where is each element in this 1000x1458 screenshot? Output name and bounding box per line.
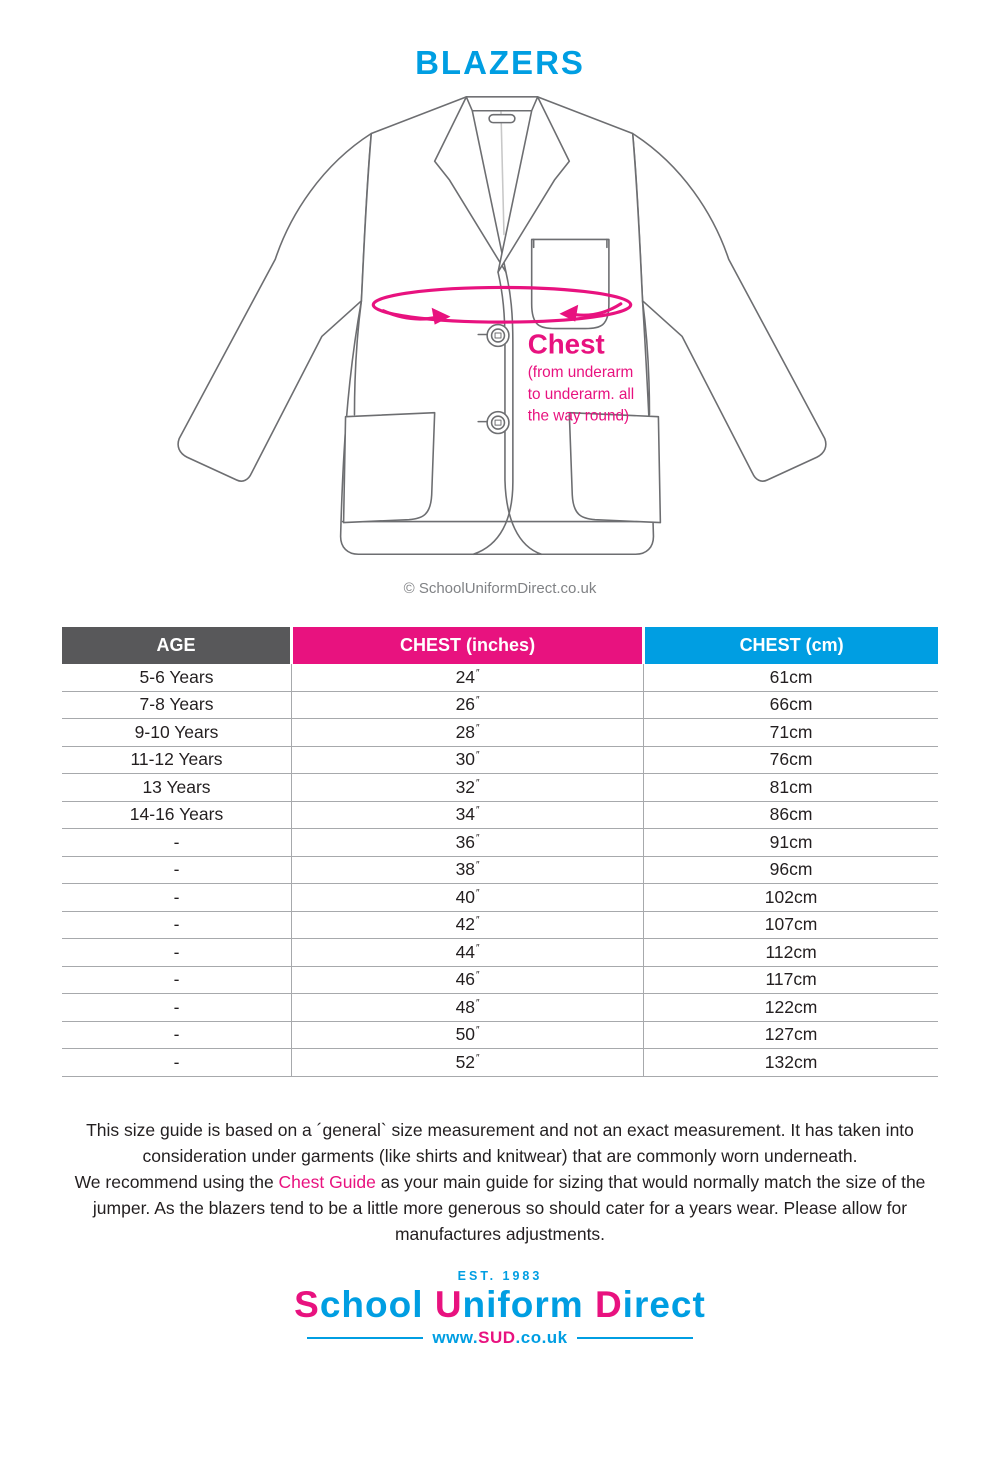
inch-mark: ″: [476, 722, 480, 734]
size-guide-table: [62, 627, 938, 1077]
chest-cm-cell: 112cm: [644, 939, 938, 967]
copyright-line: © SchoolUniformDirect.co.uk: [403, 580, 597, 597]
inch-mark: ″: [476, 695, 480, 707]
table-row: [62, 966, 938, 994]
chest-inches-cell: 32″: [292, 774, 644, 802]
logo-name: [0, 1284, 1000, 1326]
logo-dash-left: [307, 1337, 423, 1339]
age-cell: -: [62, 911, 292, 939]
logo-text-segment: www.: [432, 1327, 479, 1347]
right-lower-pocket: [569, 413, 660, 523]
inch-mark: ″: [476, 1052, 480, 1064]
chest-cm-cell: 107cm: [644, 911, 938, 939]
table-row: [62, 774, 938, 802]
note-2-after: as your main guide for sizing that would normally match the size of the jumper. As the blazers tend to be a little more generous so should cater for a years wear. Please allow for manufactures adjustments.: [92, 1171, 926, 1244]
age-cell: 7-8 Years: [62, 691, 292, 719]
logo-url-text: [432, 1328, 567, 1348]
table-row: [62, 856, 938, 884]
chest-note-line-1: (from underarm: [527, 364, 634, 382]
chest-cm-cell: 76cm: [644, 746, 938, 774]
age-cell: 9-10 Years: [62, 719, 292, 747]
table-row: [62, 884, 938, 912]
chest-inches-cell: 48″: [292, 994, 644, 1022]
chest-cm-cell: 86cm: [644, 801, 938, 829]
age-cell: 5-6 Years: [62, 664, 292, 691]
table-row: [62, 664, 938, 691]
header-chest-cm: CHEST (cm): [644, 627, 938, 664]
logo-text-segment: irect: [622, 1283, 706, 1325]
age-cell: -: [62, 1021, 292, 1049]
logo-text-segment: D: [594, 1283, 623, 1325]
table-row: [62, 939, 938, 967]
inch-mark: ″: [476, 750, 480, 762]
table-row: [62, 801, 938, 829]
note-2-before: We recommend using the: [74, 1171, 279, 1192]
page-title: BLAZERS: [415, 44, 585, 81]
inch-mark: ″: [476, 942, 480, 954]
brand-logo: [0, 1269, 1000, 1348]
chest-inches-cell: 52″: [292, 1049, 644, 1077]
inch-mark: ″: [476, 777, 480, 789]
table-row: [62, 911, 938, 939]
blazer-illustration: [170, 86, 830, 586]
age-cell: 11-12 Years: [62, 746, 292, 774]
chest-cm-cell: 66cm: [644, 691, 938, 719]
size-guide-notes: [48, 1117, 953, 1247]
inch-mark: ″: [476, 832, 480, 844]
chest-inches-cell: 28″: [292, 719, 644, 747]
chest-inches-cell: 34″: [292, 801, 644, 829]
chest-inches-cell: 46″: [292, 966, 644, 994]
chest-guide-highlight: Chest Guide: [278, 1171, 376, 1192]
chest-inches-cell: 36″: [292, 829, 644, 857]
header-age: AGE: [62, 627, 292, 664]
note-paragraph-2: [48, 1169, 953, 1247]
chest-inches-cell: 38″: [292, 856, 644, 884]
hanger-loop: [489, 115, 515, 123]
logo-established: EST. 1983: [457, 1268, 543, 1283]
table-header-row: [62, 627, 938, 664]
collar-band: [466, 97, 537, 111]
logo-text-segment: .co.uk: [515, 1327, 568, 1347]
blazer-diagram: [170, 86, 830, 581]
table-row: [62, 1049, 938, 1077]
chest-cm-cell: 117cm: [644, 966, 938, 994]
inch-mark: ″: [476, 970, 480, 982]
age-cell: -: [62, 829, 292, 857]
table-row: [62, 994, 938, 1022]
table-row: [62, 691, 938, 719]
chest-cm-cell: 61cm: [644, 664, 938, 691]
size-table-body: [62, 664, 938, 1076]
age-cell: -: [62, 939, 292, 967]
chest-cm-cell: 102cm: [644, 884, 938, 912]
chest-label: Chest: [527, 328, 605, 360]
chest-inches-cell: 42″: [292, 911, 644, 939]
chest-cm-cell: 71cm: [644, 719, 938, 747]
table-row: [62, 1021, 938, 1049]
inch-mark: ″: [476, 667, 480, 679]
chest-cm-cell: 122cm: [644, 994, 938, 1022]
inch-mark: ″: [476, 997, 480, 1009]
chest-cm-cell: 96cm: [644, 856, 938, 884]
chest-cm-cell: 127cm: [644, 1021, 938, 1049]
chest-inches-cell: 50″: [292, 1021, 644, 1049]
logo-url: [0, 1328, 1000, 1348]
chest-cm-cell: 91cm: [644, 829, 938, 857]
age-cell: 14-16 Years: [62, 801, 292, 829]
age-cell: -: [62, 966, 292, 994]
logo-dash-right: [577, 1337, 693, 1339]
inch-mark: ″: [476, 860, 480, 872]
table-row: [62, 746, 938, 774]
logo-text-segment: S: [294, 1283, 320, 1325]
age-cell: -: [62, 994, 292, 1022]
inch-mark: ″: [476, 887, 480, 899]
note-paragraph-1: This size guide is based on a ´general` size measurement and not an exact measurement. It has taken into consideration under garments (like shirts and knitwear) that are commonly worn underneath.: [86, 1119, 914, 1166]
age-cell: 13 Years: [62, 774, 292, 802]
table-row: [62, 719, 938, 747]
left-lower-pocket: [344, 413, 435, 523]
left-sleeve: [178, 134, 371, 482]
chest-inches-cell: 40″: [292, 884, 644, 912]
age-cell: -: [62, 1049, 292, 1077]
inch-mark: ″: [476, 805, 480, 817]
logo-text-segment: chool: [319, 1283, 435, 1325]
chest-inches-cell: 24″: [292, 664, 644, 691]
table-row: [62, 829, 938, 857]
inch-mark: ″: [476, 915, 480, 927]
chest-cm-cell: 81cm: [644, 774, 938, 802]
chest-note-line-3: the way round): [527, 407, 630, 425]
chest-inches-cell: 30″: [292, 746, 644, 774]
chest-inches-cell: 44″: [292, 939, 644, 967]
logo-text-segment: niform: [462, 1283, 595, 1325]
chest-inches-cell: 26″: [292, 691, 644, 719]
chest-cm-cell: 132cm: [644, 1049, 938, 1077]
inch-mark: ″: [476, 1025, 480, 1037]
logo-text-segment: SUD: [478, 1327, 516, 1347]
right-sleeve: [633, 134, 826, 482]
chest-note-line-2: to underarm. all: [527, 385, 635, 403]
age-cell: -: [62, 856, 292, 884]
logo-text-segment: U: [434, 1283, 463, 1325]
header-chest-inches: CHEST (inches): [292, 627, 644, 664]
age-cell: -: [62, 884, 292, 912]
